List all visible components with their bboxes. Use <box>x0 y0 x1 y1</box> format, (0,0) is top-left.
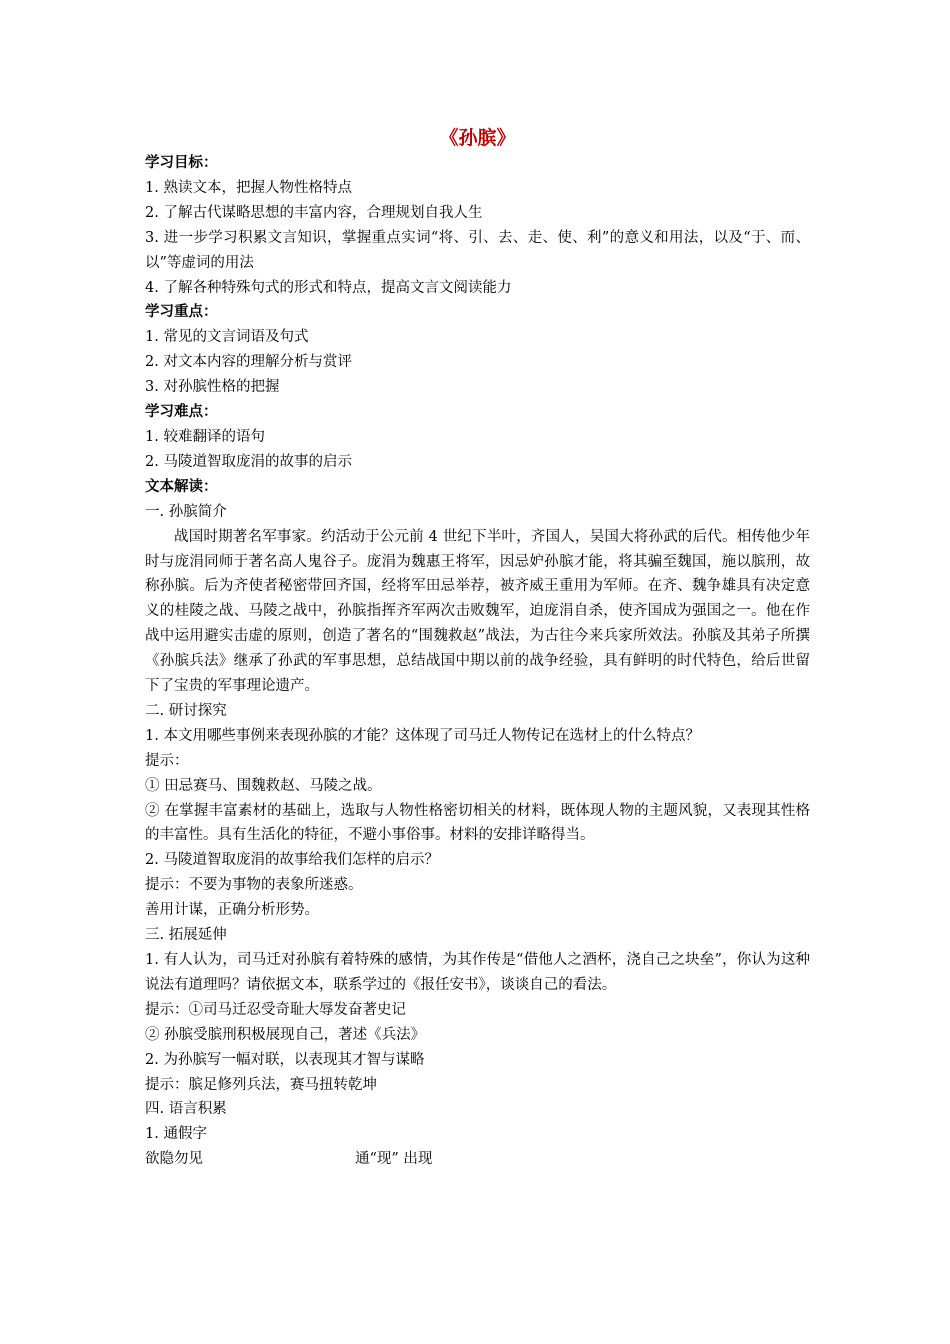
key-point-item: 1. 常见的文言词语及句式 <box>145 329 309 346</box>
document-page <box>145 125 810 1172</box>
goal-item: 2. 了解古代谋略思想的丰富内容，合理规划自我人生 <box>145 204 483 221</box>
section3-question2: 2. 为孙膑写一幅对联，以表现其才智与谋略 <box>145 1051 425 1068</box>
difficulty-item: 2. 马陵道智取庞涓的故事的启示 <box>145 453 352 470</box>
section3-answer1-1: 提示：①司马迁忍受奇耻大辱发奋著史记 <box>145 1001 406 1018</box>
goal-item: 4. 了解各种特殊句式的形式和特点，提高文言文阅读能力 <box>145 279 512 296</box>
section1-paragraph: 战国时期著名军事家。约活动于公元前 4 世纪下半叶，齐国人，吴国大将孙武的后代。相传他少年时与庞涓同师于著名高人鬼谷子。庞涓为魏惠王将军，因忌妒孙膑才能，将其骗至魏国，施以膑刑，故称孙膑。后为齐使者秘密带回齐国，经将军田忌举荐，被齐威王重用为军师。在齐、魏争雄具有决定意义的桂陵之战、马陵之战中，孙膑指挥齐军两次击败魏军，迫庞涓自杀，使齐国成为强国之一。他在作战中运用避实击虚的原则，创造了著名的“围魏救赵”战法，为古往今来兵家所效法。孙膑及其弟子所撰《孙膑兵法》继承了孙武的军事思想，总结战国中期以前的战争经验，具有鲜明的时代特色，给后世留下了宝贵的军事理论遗产。 <box>145 528 810 695</box>
section4-title: 四. 语言积累 <box>145 1101 227 1118</box>
section2-answer1-2: ② 在掌握丰富素材的基础上，选取与人物性格密切相关的材料，既体现人物的主题风貌，又表现其性格的丰富性。具有生活化的特征，不避小事俗事。材料的安排详略得当。 <box>145 802 810 844</box>
section2-answer1-1: ① 田忌赛马、围魏救赵、马陵之战。 <box>145 777 382 794</box>
page-title: 《孙膑》 <box>439 127 516 149</box>
key-point-item: 3. 对孙膑性格的把握 <box>145 379 280 396</box>
tongjia-example-phrase: 欲隐勿见 <box>145 1151 203 1168</box>
section3-answer2: 提示：膑足修列兵法，赛马扭转乾坤 <box>145 1076 377 1093</box>
section2-hint-label: 提示： <box>145 752 189 769</box>
section1-title: 一. 孙膑简介 <box>145 503 227 520</box>
section3-title: 三. 拓展延伸 <box>145 927 227 944</box>
section2-question2: 2. 马陵道智取庞涓的故事给我们怎样的启示？ <box>145 852 439 869</box>
reading-heading: 文本解读： <box>145 478 218 495</box>
tongjia-example-row <box>145 1147 810 1172</box>
section2-title: 二. 研讨探究 <box>145 702 227 719</box>
section2-answer2-2: 善用计谋，正确分析形势。 <box>145 902 319 919</box>
goal-item: 1. 熟读文本，把握人物性格特点 <box>145 179 352 196</box>
difficulties-heading: 学习难点： <box>145 404 218 421</box>
goals-heading: 学习目标： <box>145 155 218 171</box>
section3-answer1-2: ② 孙膑受膑刑积极展现自己，著述《兵法》 <box>145 1026 426 1043</box>
goal-item: 3. 进一步学习积累文言知识，掌握重点实词“将、引、去、走、使、利”的意义和用法，以及“于、而、以”等虚词的用法 <box>145 229 810 271</box>
section4-subheading: 1. 通假字 <box>145 1126 207 1143</box>
tongjia-example-note: 通“现” 出现 <box>355 1151 433 1168</box>
key-point-item: 2. 对文本内容的理解分析与赏评 <box>145 354 352 371</box>
difficulty-item: 1. 较难翻译的语句 <box>145 428 265 445</box>
section3-question1: 1. 有人认为，司马迁对孙膑有着特殊的感情，为其作传是“借他人之酒杯，浇自己之块垒”，你认为这种说法有道理吗？请依据文本，联系学过的《报任安书》，谈谈自己的看法。 <box>145 952 810 993</box>
section2-answer2-1: 提示：不要为事物的表象所迷惑。 <box>145 877 363 894</box>
key-points-heading: 学习重点： <box>145 304 218 321</box>
section2-question1: 1. 本文用哪些事例来表现孙膑的才能？这体现了司马迁人物传记在选材上的什么特点？ <box>145 727 700 744</box>
